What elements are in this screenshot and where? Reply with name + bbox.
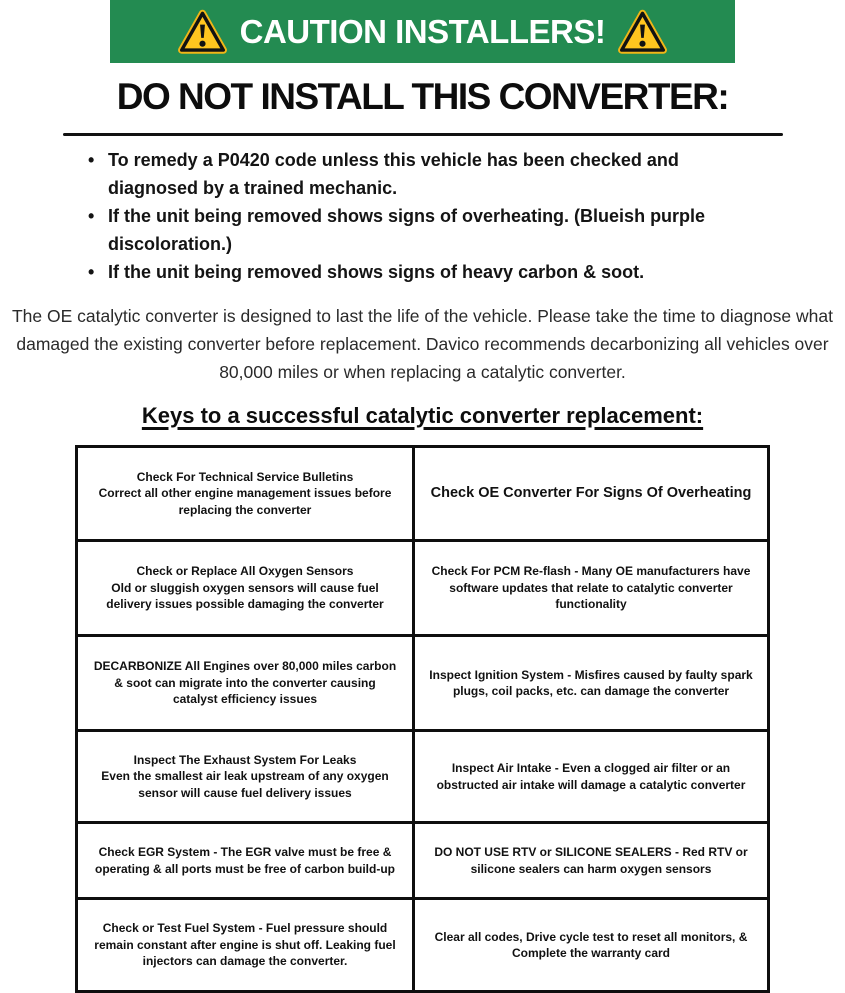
heading-divider: [63, 133, 783, 136]
cell-body: Inspect Ignition System - Misfires caused by faulty spark plugs, coil packs, etc. can damage the converter: [429, 667, 753, 698]
table-cell: [77, 731, 414, 823]
keys-heading: Keys to a successful catalytic converter replacement:: [141, 403, 704, 428]
table-cell: [77, 823, 414, 899]
cell-body: Check For PCM Re-flash - Many OE manufacturers have software updates that relate to catalytic converter functionality: [431, 564, 751, 612]
advisory-paragraph: The OE catalytic converter is designed to last the life of the vehicle. Please take the time to diagnose what damaged the existing converter before replacement. Davico recommends decarbonizing all vehicles over 80,000 miles or when replacing a catalytic converter.: [11, 306, 833, 382]
cell-body: Check or Test Fuel System - Fuel pressure should remain constant after engine is shut off. Leaking fuel injectors can damage the converter.: [94, 921, 396, 969]
cell-body: Correct all other engine management issues before replacing the converter: [98, 486, 392, 517]
table-cell: [414, 731, 769, 823]
table-row: [77, 731, 769, 823]
table-cell: [414, 636, 769, 731]
table-row: [77, 899, 769, 992]
cell-body: DO NOT USE RTV or SILICONE SEALERS - Red RTV or silicone sealers can harm oxygen sensors: [434, 845, 748, 876]
table-row: [77, 447, 769, 541]
cell-body: Old or sluggish oxygen sensors will cause fuel delivery issues possible damaging the converter: [106, 580, 384, 612]
list-item: • If the unit being removed shows signs of overheating. (Blueish purple discoloration.): [86, 202, 734, 258]
replacement-checklist-table: [75, 445, 770, 993]
page-title: DO NOT INSTALL THIS CONVERTER:: [116, 76, 729, 117]
warning-triangle-icon: [178, 9, 227, 54]
list-item: • To remedy a P0420 code unless this vehicle has been checked and diagnosed by a trained mechanic.: [86, 146, 734, 202]
table-cell: [414, 823, 769, 899]
cell-body: Check EGR System - The EGR valve must be free & operating & all ports must be free of carbon build-up: [94, 845, 396, 876]
table-cell: [77, 899, 414, 992]
cell-title: Check OE Converter For Signs Of Overheating: [430, 485, 752, 501]
table-cell: [77, 447, 414, 541]
table-row: [77, 541, 769, 636]
table-cell: [414, 447, 769, 541]
do-not-install-list: [86, 146, 734, 286]
table-row: [77, 823, 769, 899]
table-cell: [77, 541, 414, 636]
table-cell: [414, 899, 769, 992]
cell-title: Check For Technical Service Bulletins: [136, 469, 354, 484]
list-item: • If the unit being removed shows signs of heavy carbon & soot.: [86, 258, 734, 286]
caution-banner: [110, 0, 735, 63]
table-cell: [414, 541, 769, 636]
cell-body: Inspect Air Intake - Even a clogged air filter or an obstructed air intake will damage a catalytic converter: [436, 761, 746, 792]
banner-title: CAUTION INSTALLERS!: [239, 12, 606, 50]
cell-body: Clear all codes, Drive cycle test to reset all monitors, & Complete the warranty card: [434, 929, 748, 960]
warning-triangle-icon: [618, 9, 667, 54]
cell-body: Even the smallest air leak upstream of any oxygen sensor will cause fuel delivery issues: [101, 769, 389, 800]
cell-title: Check or Replace All Oxygen Sensors: [136, 564, 354, 579]
cell-title: Inspect The Exhaust System For Leaks: [133, 752, 357, 767]
cell-body: DECARBONIZE All Engines over 80,000 miles carbon & soot can migrate into the converter causing catalyst efficiency issues: [93, 659, 397, 707]
table-cell: [77, 636, 414, 731]
table-row: [77, 636, 769, 731]
